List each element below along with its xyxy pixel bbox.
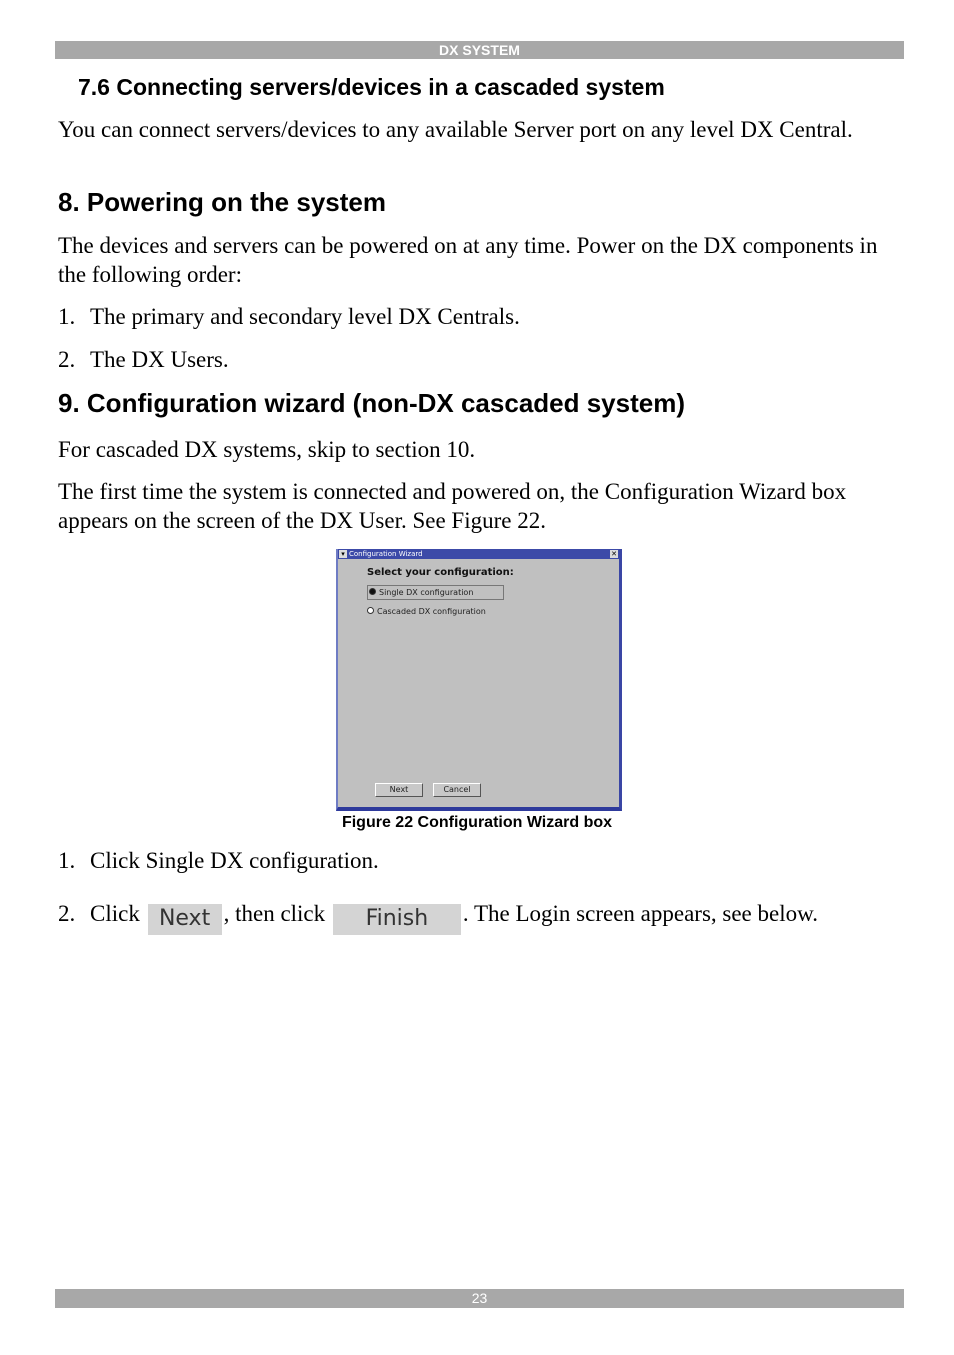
list-number: 1. <box>58 848 76 873</box>
list-text: The primary and secondary level DX Centrals. <box>90 304 520 329</box>
list-number: 2. <box>58 347 76 372</box>
list-item <box>58 899 818 935</box>
next-button-image: Next <box>148 904 222 935</box>
section-7-6-heading: 7.6 Connecting servers/devices in a cascaded system <box>78 74 665 100</box>
wizard-title-bar <box>338 549 619 559</box>
list-text: . The Login screen appears, see below. <box>462 901 818 926</box>
section-7-6-body: You can connect servers/devices to any available Server port on any level DX Central. <box>58 117 853 142</box>
running-header: DX SYSTEM <box>55 41 904 59</box>
radio-unselected-icon <box>367 607 374 614</box>
list-item <box>58 345 229 374</box>
wizard-next-button: Next <box>375 783 423 797</box>
list-text: , then click <box>223 901 326 926</box>
list-text: Click <box>90 901 140 926</box>
wizard-prompt: Select your configuration: <box>367 567 514 578</box>
window-menu-icon: ▾ <box>339 550 347 558</box>
section-8-heading: 8. Powering on the system <box>58 187 386 217</box>
option-cascaded-dx <box>367 607 486 616</box>
wizard-cancel-button: Cancel <box>433 783 481 797</box>
section-8-body: The devices and servers can be powered on at any time. Power on the DX components in the following order: <box>58 233 878 287</box>
option-label: Single DX configuration <box>379 588 474 597</box>
list-number: 1. <box>58 304 76 329</box>
option-single-dx <box>367 585 504 600</box>
finish-button-image: Finish <box>333 904 461 935</box>
section-9-heading: 9. Configuration wizard (non-DX cascaded system) <box>58 388 685 418</box>
list-text: The DX Users. <box>90 347 229 372</box>
close-icon: ✕ <box>611 550 617 558</box>
list-text: Click Single DX configuration. <box>90 848 379 873</box>
wizard-window-title: Configuration Wizard <box>349 550 423 558</box>
section-9-body-2: The first time the system is connected and powered on, the Configuration Wizard box appears on the screen of the DX User. See Figure 22. <box>58 479 847 533</box>
list-item <box>58 302 520 331</box>
page-number: 23 <box>55 1289 904 1308</box>
section-9-body-1: For cascaded DX systems, skip to section 10. <box>58 437 476 462</box>
list-number: 2. <box>58 901 76 926</box>
option-label: Cascaded DX configuration <box>377 607 486 616</box>
configuration-wizard-figure <box>336 549 622 811</box>
figure-caption: Figure 22 Configuration Wizard box <box>341 814 613 831</box>
list-item <box>58 846 379 875</box>
radio-selected-icon <box>369 588 376 595</box>
